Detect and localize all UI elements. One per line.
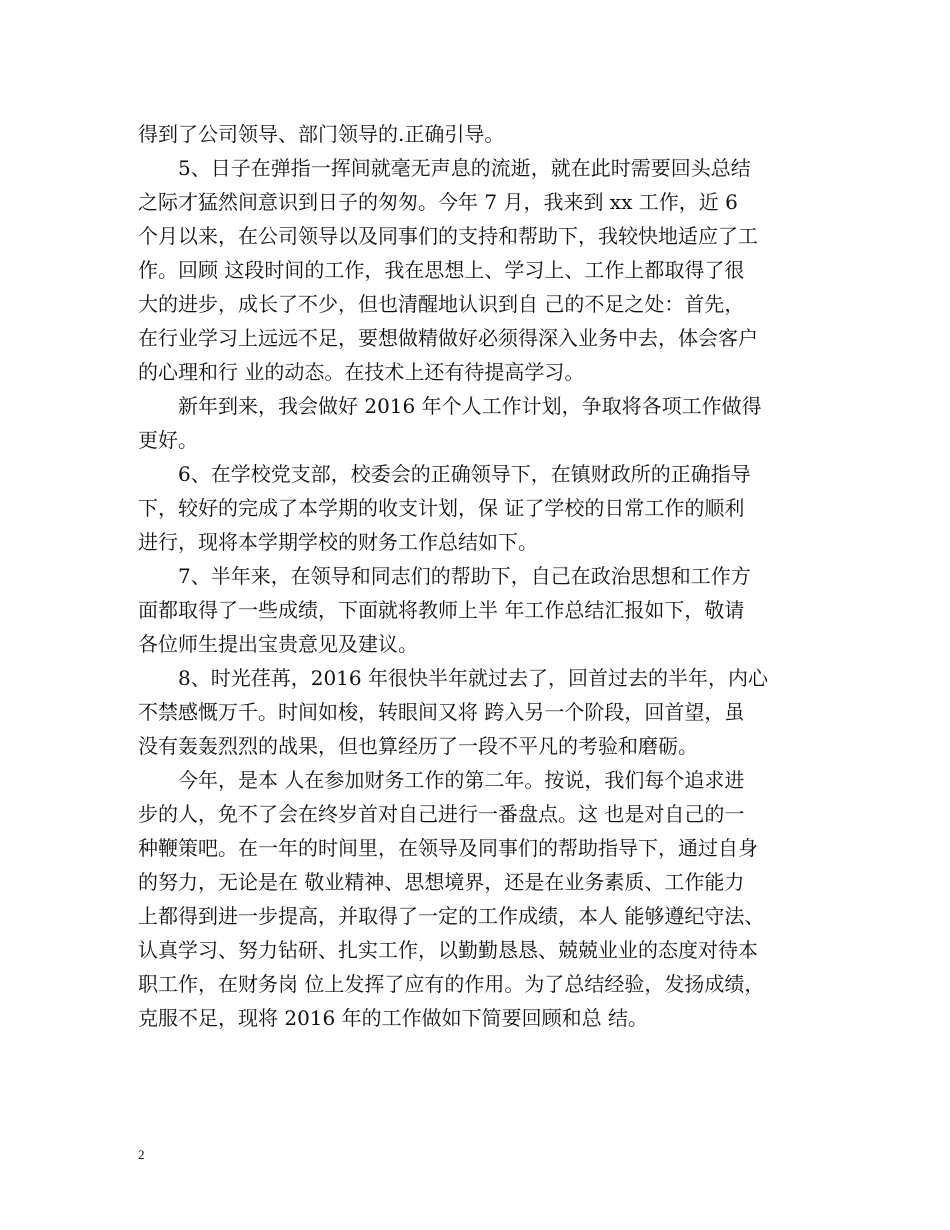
text-line: 步的人，免不了会在终岁首对自己进行一番盘点。这 也是对自己的一 [138,802,745,826]
text-line: 面都取得了一些成绩，下面就将教师上半 年工作总结汇报如下，敬请 [138,598,745,622]
text-line: 在行业学习上远远不足，要想做精做好必须得深入业务中去，体会客户 [138,326,758,350]
paragraph-first-line: 8、时光荏苒，2016 年很快半年就过去了，回首过去的半年，内心 [178,666,768,690]
text-line: 进行，现将本学期学校的财务工作总结如下。 [138,530,538,554]
paragraph-first-line: 5、日子在弹指一挥间就毫无声息的流逝，就在此时需要回头总结 [178,156,751,180]
page-number: 2 [138,1147,145,1162]
text-line: 之际才猛然间意识到日子的匆匆。今年 7 月，我来到 xx 工作，近 6 [138,190,738,214]
text-line: 得到了公司领导、部门领导的.正确引导。 [138,122,505,146]
text-line: 职工作，在财务岗 位上发挥了应有的作用。为了总结经验，发扬成绩， [138,972,765,996]
text-line: 没有轰轰烈烈的战果，但也算经历了一段不平凡的考验和磨砺。 [138,734,698,758]
paragraph-first-line: 6、在学校党支部，校委会的正确领导下，在镇财政所的正确指导 [178,462,751,486]
text-line: 种鞭策吧。在一年的时间里，在领导及同事们的帮助指导下，通过自身 [138,836,758,860]
paragraph-first-line: 新年到来，我会做好 2016 年个人工作计划，争取将各项工作做得 [178,394,762,418]
text-line: 克服不足，现将 2016 年的工作做如下简要回顾和总 结。 [138,1006,648,1030]
text-line: 下，较好的完成了本学期的收支计划，保 证了学校的日常工作的顺利 [138,496,745,520]
text-line: 作。回顾 这段时间的工作，我在思想上、学习上、工作上都取得了很 [138,258,745,282]
paragraph-first-line: 今年，是本 人在参加财务工作的第二年。按说，我们每个追求进 [178,768,745,792]
text-line: 上都得到进一步提高，并取得了一定的工作成绩，本人 能够遵纪守法、 [138,904,765,928]
text-line: 更好。 [138,428,198,452]
text-line: 个月以来，在公司领导以及同事们的支持和帮助下，我较快地适应了工 [138,224,758,248]
text-line: 各位师生提出宝贵意见及建议。 [138,632,418,656]
paragraph-first-line: 7、半年来，在领导和同志们的帮助下，自己在政治思想和工作方 [178,564,751,588]
text-line: 的努力，无论是在 敬业精神、思想境界，还是在业务素质、工作能力 [138,870,745,894]
text-line: 的心理和行 业的动态。在技术上还有待提高学习。 [138,360,585,384]
text-line: 不禁感慨万千。时间如梭，转眼间又将 跨入另一个阶段，回首望，虽 [138,700,745,724]
text-line: 认真学习、努力钻研、扎实工作，以勤勤恳恳、兢兢业业的态度对待本 [138,938,758,962]
text-line: 大的进步，成长了不少，但也清醒地认识到自 己的不足之处：首先， [138,292,745,316]
